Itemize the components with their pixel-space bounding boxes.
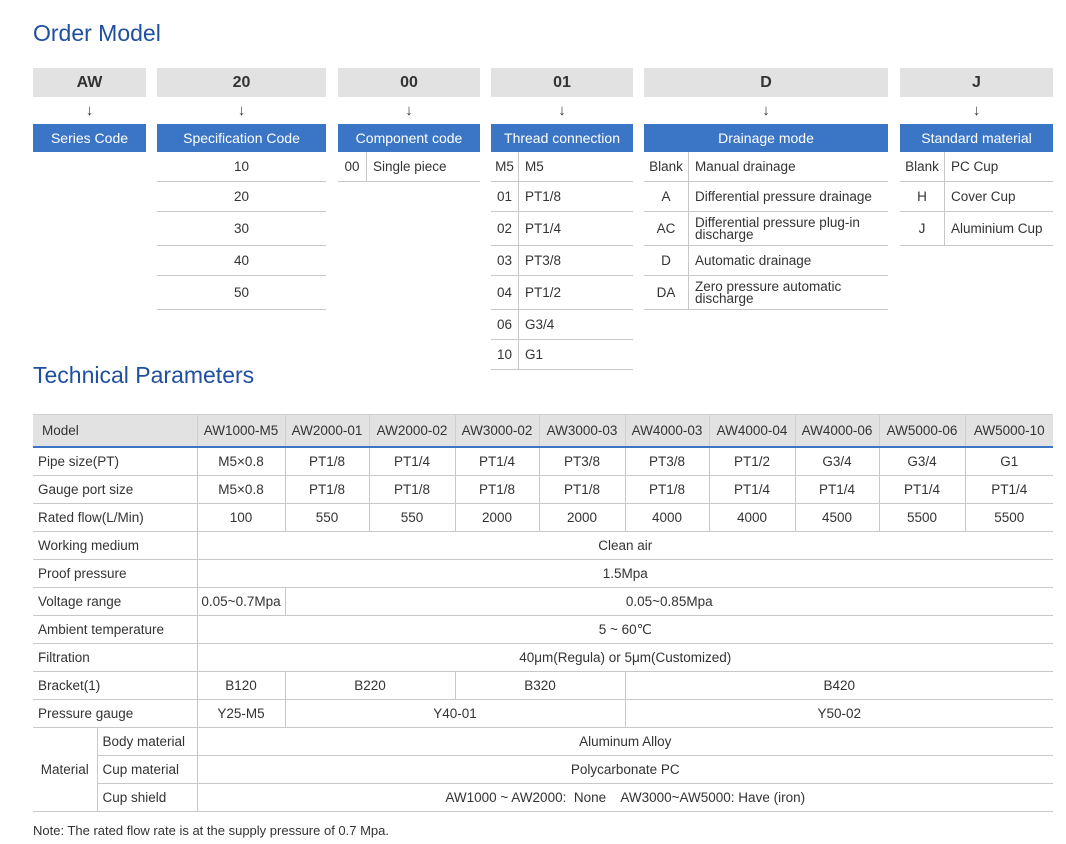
order-column-thread [491,68,633,370]
list-item: 00 Single piece [338,152,480,182]
row-label: Gauge port size [33,476,197,504]
down-arrow-icon: ↓ [762,102,770,119]
down-arrow-icon: ↓ [405,102,413,119]
list-item: 06 G3/4 [491,310,633,340]
table-row [33,476,1053,504]
table-cell: 2000 [539,504,625,532]
table-cell: 40μm(Regula) or 5μm(Customized) [197,644,1053,672]
technical-parameters-table [33,414,1053,812]
row-label: Rated flow(L/Min) [33,504,197,532]
list-item: AC Differential pressure plug-in discharge [644,212,888,246]
code-header: J [900,68,1053,97]
table-row [33,784,1053,812]
model-header-cell: AW4000-06 [795,415,879,448]
table-cell: 0.05~0.7Mpa [197,588,285,616]
list-item: H Cover Cup [900,182,1053,212]
model-header-cell: AW2000-02 [369,415,455,448]
table-cell: 550 [285,504,369,532]
table-row [33,700,1053,728]
table-cell: PT1/4 [879,476,965,504]
table-cell: 2000 [455,504,539,532]
table-cell: 550 [369,504,455,532]
table-cell: 100 [197,504,285,532]
row-label: Bracket(1) [33,672,197,700]
row-label: Cup shield [97,784,197,812]
list-item: 30 [157,212,326,246]
table-cell: 5500 [879,504,965,532]
list-item: 50 [157,276,326,310]
list-item: M5 M5 [491,152,633,182]
table-row [33,588,1053,616]
row-label: Pipe size(PT) [33,447,197,476]
table-cell: Y25-M5 [197,700,285,728]
table-cell: PT1/8 [455,476,539,504]
order-model-title: Order Model [33,20,161,46]
table-cell: B320 [455,672,625,700]
model-header-cell: AW5000-10 [965,415,1053,448]
code-header: 20 [157,68,326,97]
table-cell: Y40-01 [285,700,625,728]
code-header: D [644,68,888,97]
table-cell: PT1/4 [455,447,539,476]
table-cell: Clean air [197,532,1053,560]
order-column-series [33,68,146,152]
table-row [33,728,1053,756]
table-cell: 5 ~ 60℃ [197,616,1053,644]
row-label: Pressure gauge [33,700,197,728]
order-column-component [338,68,480,182]
table-cell: 1.5Mpa [197,560,1053,588]
order-column-drainage [644,68,888,310]
table-row [33,504,1053,532]
model-header-cell: AW4000-04 [709,415,795,448]
table-cell: Polycarbonate PC [197,756,1053,784]
table-cell: G3/4 [795,447,879,476]
table-cell: 4500 [795,504,879,532]
table-cell: B420 [625,672,1053,700]
down-arrow-icon: ↓ [558,102,566,119]
table-cell: B220 [285,672,455,700]
list-item: DA Zero pressure automatic discharge [644,276,888,310]
table-row [33,644,1053,672]
category-header: Standard material [900,124,1053,152]
category-header: Thread connection [491,124,633,152]
table-row [33,616,1053,644]
code-header: AW [33,68,146,97]
footnote: Note: The rated flow rate is at the supply pressure of 0.7 Mpa. [33,823,390,838]
table-cell: PT1/8 [625,476,709,504]
table-cell: PT3/8 [539,447,625,476]
table-cell: B120 [197,672,285,700]
table-cell: G1 [965,447,1053,476]
table-row [33,672,1053,700]
model-header-cell: AW3000-02 [455,415,539,448]
table-cell: Aluminum Alloy [197,728,1053,756]
code-header: 01 [491,68,633,97]
table-cell: M5×0.8 [197,476,285,504]
table-cell: M5×0.8 [197,447,285,476]
list-item: Blank Manual drainage [644,152,888,182]
table-header-row [33,415,1053,448]
order-column-material [900,68,1053,246]
table-cell: 4000 [709,504,795,532]
table-cell: PT1/8 [539,476,625,504]
table-cell: PT1/4 [795,476,879,504]
row-label: Cup material [97,756,197,784]
table-cell: PT1/4 [709,476,795,504]
table-row [33,756,1053,784]
table-cell: PT1/4 [369,447,455,476]
table-cell: PT1/8 [285,447,369,476]
table-cell: PT3/8 [625,447,709,476]
list-item: 01 PT1/8 [491,182,633,212]
row-label: Body material [97,728,197,756]
list-item: 03 PT3/8 [491,246,633,276]
table-cell: PT1/8 [285,476,369,504]
list-item: 10 G1 [491,340,633,370]
table-cell: PT1/8 [369,476,455,504]
down-arrow-icon: ↓ [972,102,981,119]
row-label: Voltage range [33,588,197,616]
list-item: 20 [157,182,326,212]
table-cell: Y50-02 [625,700,1053,728]
table-cell: PT1/2 [709,447,795,476]
technical-parameters-title: Technical Parameters [33,362,255,388]
category-header: Component code [338,124,480,152]
order-column-specification [157,68,326,310]
list-item: Blank PC Cup [900,152,1053,182]
list-item: D Automatic drainage [644,246,888,276]
model-header: Model [33,415,197,448]
down-arrow-icon: ↓ [85,102,94,119]
model-header-cell: AW2000-01 [285,415,369,448]
list-item: 40 [157,246,326,276]
table-row [33,447,1053,476]
list-item: A Differential pressure drainage [644,182,888,212]
list-item: 10 [157,152,326,182]
down-arrow-icon: ↓ [237,102,246,119]
table-cell: G3/4 [879,447,965,476]
table-cell: AW1000 ~ AW2000: None AW3000~AW5000: Have (iron) [197,784,1053,812]
table-row [33,532,1053,560]
table-row [33,560,1053,588]
table-cell: 5500 [965,504,1053,532]
model-header-cell: AW4000-03 [625,415,709,448]
category-header: Drainage mode [644,124,888,152]
list-item: 02 PT1/4 [491,212,633,246]
row-label: Proof pressure [33,560,197,588]
row-label: Working medium [33,532,197,560]
model-header-cell: AW5000-06 [879,415,965,448]
row-label: Ambient temperature [33,616,197,644]
table-cell: 4000 [625,504,709,532]
model-header-cell: AW1000-M5 [197,415,285,448]
category-header: Series Code [33,124,146,152]
list-item: J Aluminium Cup [900,212,1053,246]
code-header: 00 [338,68,480,97]
table-cell: 0.05~0.85Mpa [285,588,1053,616]
row-label: Filtration [33,644,197,672]
category-header: Specification Code [157,124,326,152]
material-label: Material [33,728,97,812]
list-item: 04 PT1/2 [491,276,633,310]
table-cell: PT1/4 [965,476,1053,504]
model-header-cell: AW3000-03 [539,415,625,448]
